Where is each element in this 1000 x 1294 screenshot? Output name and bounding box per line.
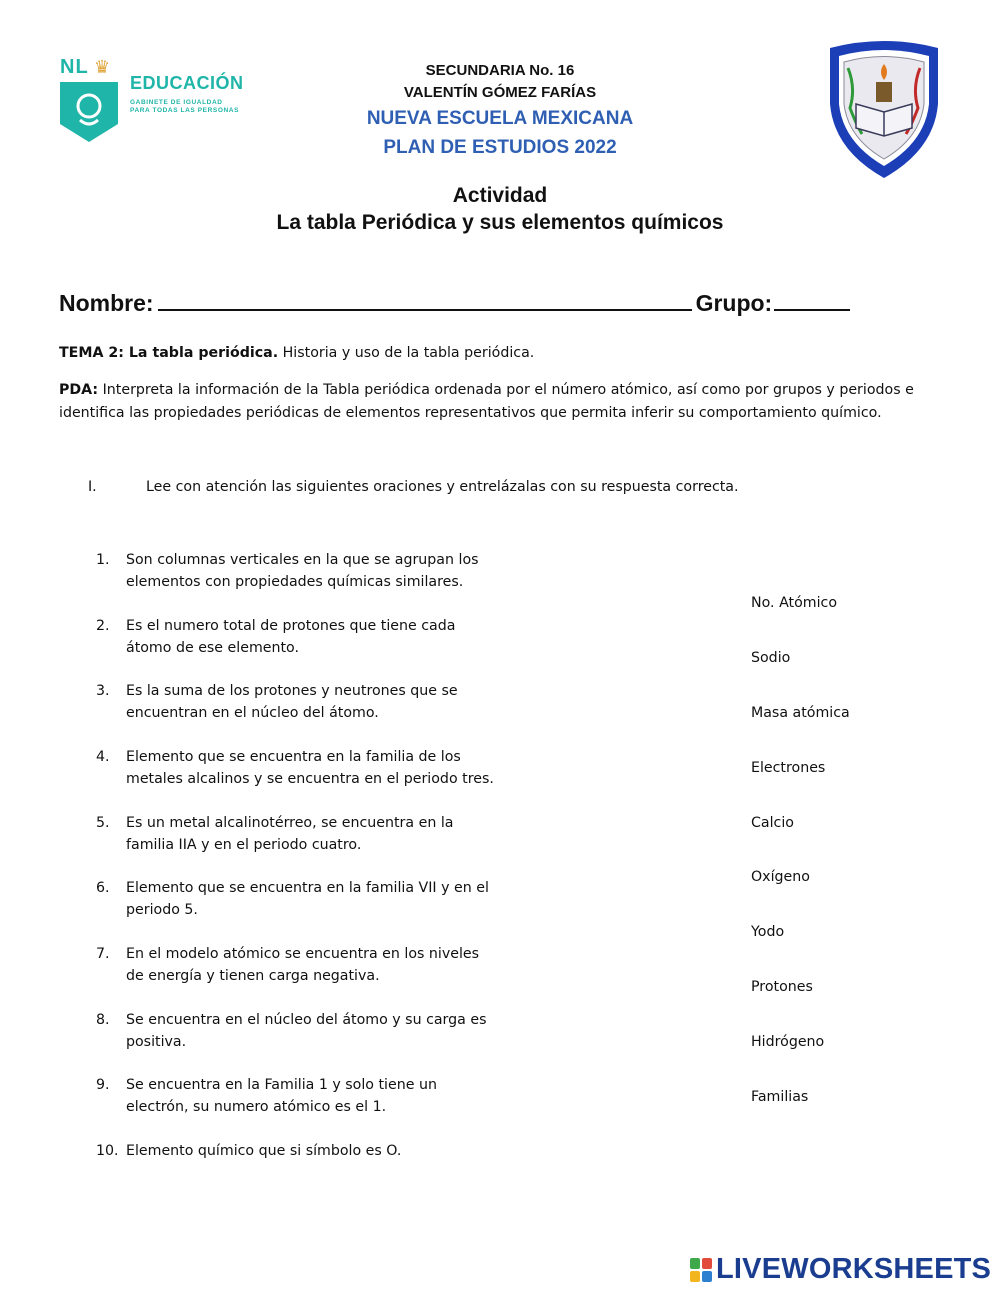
question-number: 2. — [96, 618, 110, 634]
answer-option[interactable]: Oxígeno — [751, 869, 810, 885]
logo-nl-letters: NL — [60, 56, 89, 78]
answer-option[interactable]: Hidrógeno — [751, 1034, 825, 1050]
program-name: NUEVA ESCUELA MEXICANA — [366, 108, 634, 129]
instruction-text: Lee con atención las siguientes oraciones y entrelázalas con su respuesta correcta. — [146, 479, 739, 495]
school-name: SECUNDARIA No. 16 — [425, 62, 575, 79]
question-text: Se encuentra en la Familia 1 y solo tiene un electrón, su numero atómico es el 1. — [126, 1077, 437, 1115]
question-number: 9. — [96, 1077, 110, 1093]
question-number: 5. — [96, 815, 110, 831]
question-number: 6. — [96, 880, 110, 896]
question-text: Es la suma de los protones y neutrones que se encuentran en el núcleo del átomo. — [126, 683, 458, 721]
question-text: Se encuentra en el núcleo del átomo y su carga es positiva. — [126, 1012, 487, 1050]
logo-brand: EDUCACIÓN — [130, 73, 244, 93]
question-text: Es el numero total de protones que tiene cada átomo de ese elemento. — [126, 618, 456, 656]
education-logo — [58, 56, 248, 146]
question-text: Son columnas verticales en la que se agrupan los elementos con propiedades químicas similares. — [126, 552, 479, 590]
tema-paragraph — [59, 343, 534, 363]
question-number: 8. — [96, 1012, 110, 1028]
liveworksheets-logo-icon — [690, 1258, 712, 1282]
answer-option[interactable]: Masa atómica — [751, 705, 850, 721]
question-text: Elemento que se encuentra en la familia VII y en el periodo 5. — [126, 880, 489, 918]
instruction — [88, 477, 739, 497]
logo-tagline-line-1: GABINETE DE IGUALDAD — [130, 99, 223, 106]
liveworksheets-wordmark: LIVEWORKSHEETS — [716, 1253, 992, 1285]
instruction-number: I. — [88, 479, 97, 495]
question-text: Elemento químico que si símbolo es O. — [126, 1143, 402, 1159]
answer-option[interactable]: No. Atómico — [751, 595, 838, 611]
activity-title — [150, 183, 850, 237]
answer-option[interactable]: Familias — [751, 1089, 809, 1105]
tema-text: Historia y uso de la tabla periódica. — [278, 345, 535, 361]
activity-label: Actividad — [452, 184, 548, 207]
pda-label: PDA: — [59, 382, 99, 398]
school-header — [300, 60, 700, 162]
tema-label: TEMA 2: La tabla periódica. — [59, 345, 279, 361]
answer-option[interactable]: Sodio — [751, 650, 791, 666]
question-text: Elemento que se encuentra en la familia de los metales alcalinos y se encuentra en el periodo tres. — [126, 749, 494, 787]
question-number: 4. — [96, 749, 110, 765]
group-input-line[interactable] — [774, 287, 850, 311]
activity-topic: La tabla Periódica y sus elementos químicos — [276, 211, 724, 234]
crown-icon: ♛ — [94, 57, 111, 77]
answer-option[interactable]: Yodo — [751, 924, 785, 940]
answer-option[interactable]: Calcio — [751, 815, 794, 831]
shield-logo-icon — [58, 80, 120, 144]
question-number: 7. — [96, 946, 110, 962]
group-label: Grupo: — [695, 290, 773, 316]
question-text: Es un metal alcalinotérreo, se encuentra en la familia IIA y en el periodo cuatro. — [126, 815, 454, 853]
pda-paragraph — [59, 379, 959, 425]
school-crest-icon — [826, 38, 942, 180]
logo-tagline-line-2: PARA TODAS LAS PERSONAS — [130, 107, 240, 114]
answer-option[interactable]: Electrones — [751, 760, 826, 776]
answer-option[interactable]: Protones — [751, 979, 813, 995]
question-text: En el modelo atómico se encuentra en los niveles de energía y tienen carga negativa. — [126, 946, 480, 984]
study-plan: PLAN DE ESTUDIOS 2022 — [383, 137, 617, 158]
name-label: Nombre: — [59, 290, 154, 316]
name-group-row — [59, 287, 850, 317]
question-number: 3. — [96, 683, 110, 699]
logo-tagline — [130, 99, 239, 115]
question-number: 10. — [96, 1143, 119, 1159]
school-namesake: VALENTÍN GÓMEZ FARÍAS — [403, 84, 597, 101]
name-input-line[interactable] — [158, 287, 692, 311]
question-number: 1. — [96, 552, 110, 568]
pda-text: Interpreta la información de la Tabla periódica ordenada por el número atómico, así como por grupos y periodos e identifica las propiedades periódicas de elementos representativos que permita inferir su comportamiento químico. — [59, 382, 914, 421]
